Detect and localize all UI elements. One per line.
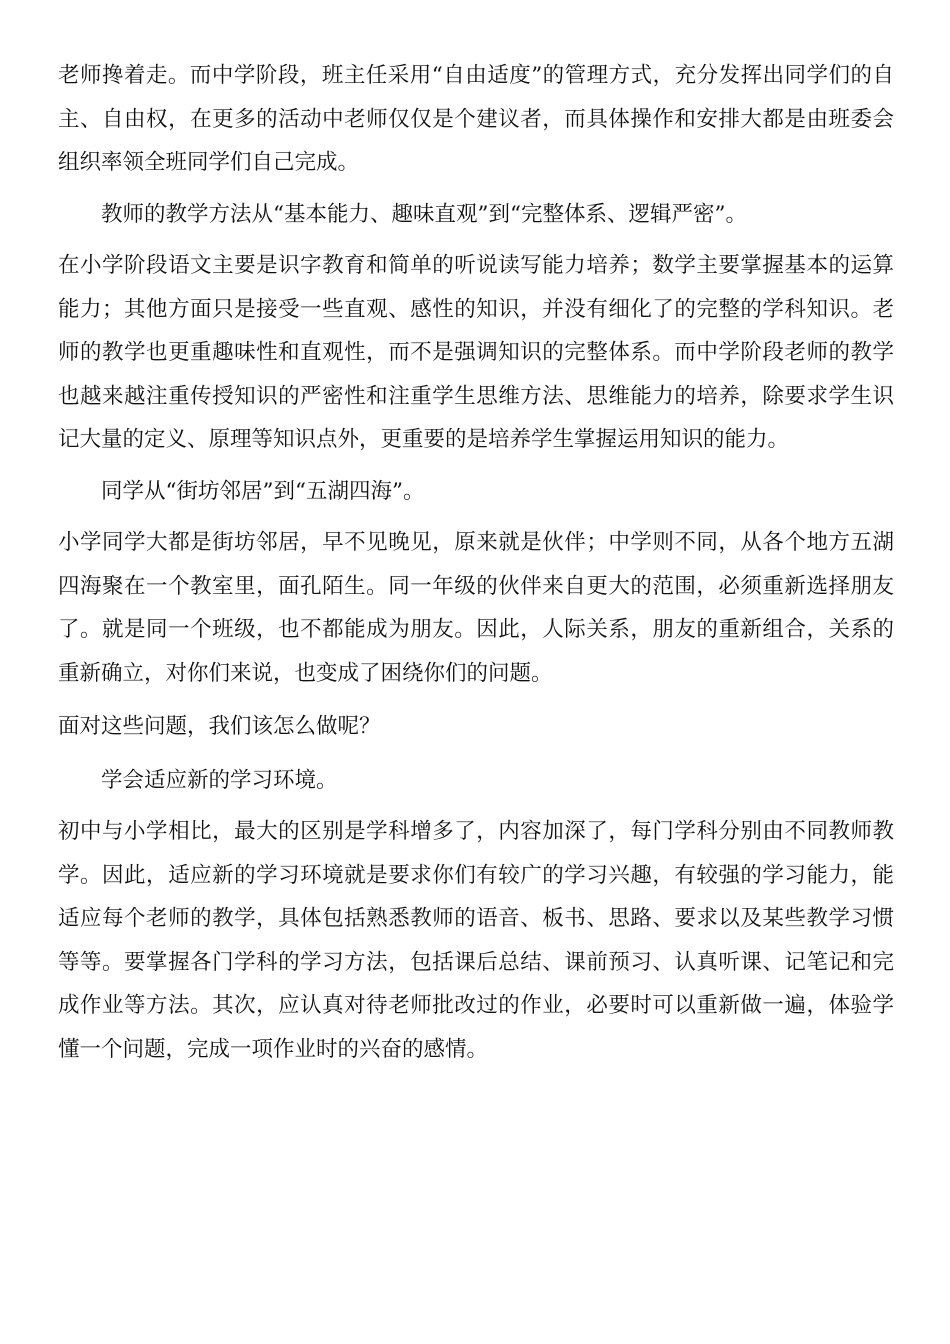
- paragraph-classmates: 小学同学大都是街坊邻居，早不见晚见，原来就是伙伴；中学则不同，从各个地方五湖四海聚在一个教室里，面孔陌生。同一年级的伙伴来自更大的范围，必须重新选择朋友了。就是同一个班级，也不都能成为朋友。因此，人际关系，朋友的重新组合，关系的重新确立，对你们来说，也变成了困绕你们的问题。: [58, 530, 894, 686]
- paragraph-teaching-method: 在小学阶段语文主要是识字教育和简单的听说读写能力培养；数学主要掌握基本的运算能力；其他方面只是接受一些直观、感性的知识，并没有细化了的完整的学科知识。老师的教学也更重趣味性和直观性，而不是强调知识的完整体系。而中学阶段老师的教学也越来越注重传授知识的严密性和注重学生思维方法、思维能力的培养，除要求学生识记大量的定义、原理等知识点外，更重要的是培养学生掌握运用知识的能力。: [58, 253, 894, 452]
- paragraph-question: 面对这些问题，我们该怎么做呢？: [58, 714, 381, 739]
- paragraph-adapt-environment: 初中与小学相比，最大的区别是学科增多了，内容加深了，每门学科分别由不同教师教学。因此，适应新的学习环境就是要求你们有较广的学习兴趣，有较强的学习能力，能适应每个老师的教学，具体包括熟悉教师的语音、板书、思路、要求以及某些教学习惯等等。要掌握各门学科的学习方法，包括课后总结、课前预习、认真听课、记笔记和完成作业等方法。其次，应认真对待老师批改过的作业，必要时可以重新做一遍，体验学懂一个问题，完成一项作业时的兴奋的感情。: [58, 819, 894, 1062]
- heading-teaching-method: 教师的教学方法从“基本能力、趣味直观”到“完整体系、逻辑严密”。: [101, 201, 747, 227]
- paragraph-class-management: 老师搀着走。而中学阶段，班主任采用“自由适度”的管理方式，充分发挥出同学们的自主、自由权，在更多的活动中老师仅仅是个建议者，而具体操作和安排大都是由班委会组织率领全班同学们自己完成。: [58, 63, 894, 175]
- document-page: [58, 54, 894, 1071]
- heading-classmates: 同学从“街坊邻居”到“五湖四海”。: [101, 478, 425, 504]
- heading-adapt-environment: 学会适应新的学习环境。: [101, 767, 338, 793]
